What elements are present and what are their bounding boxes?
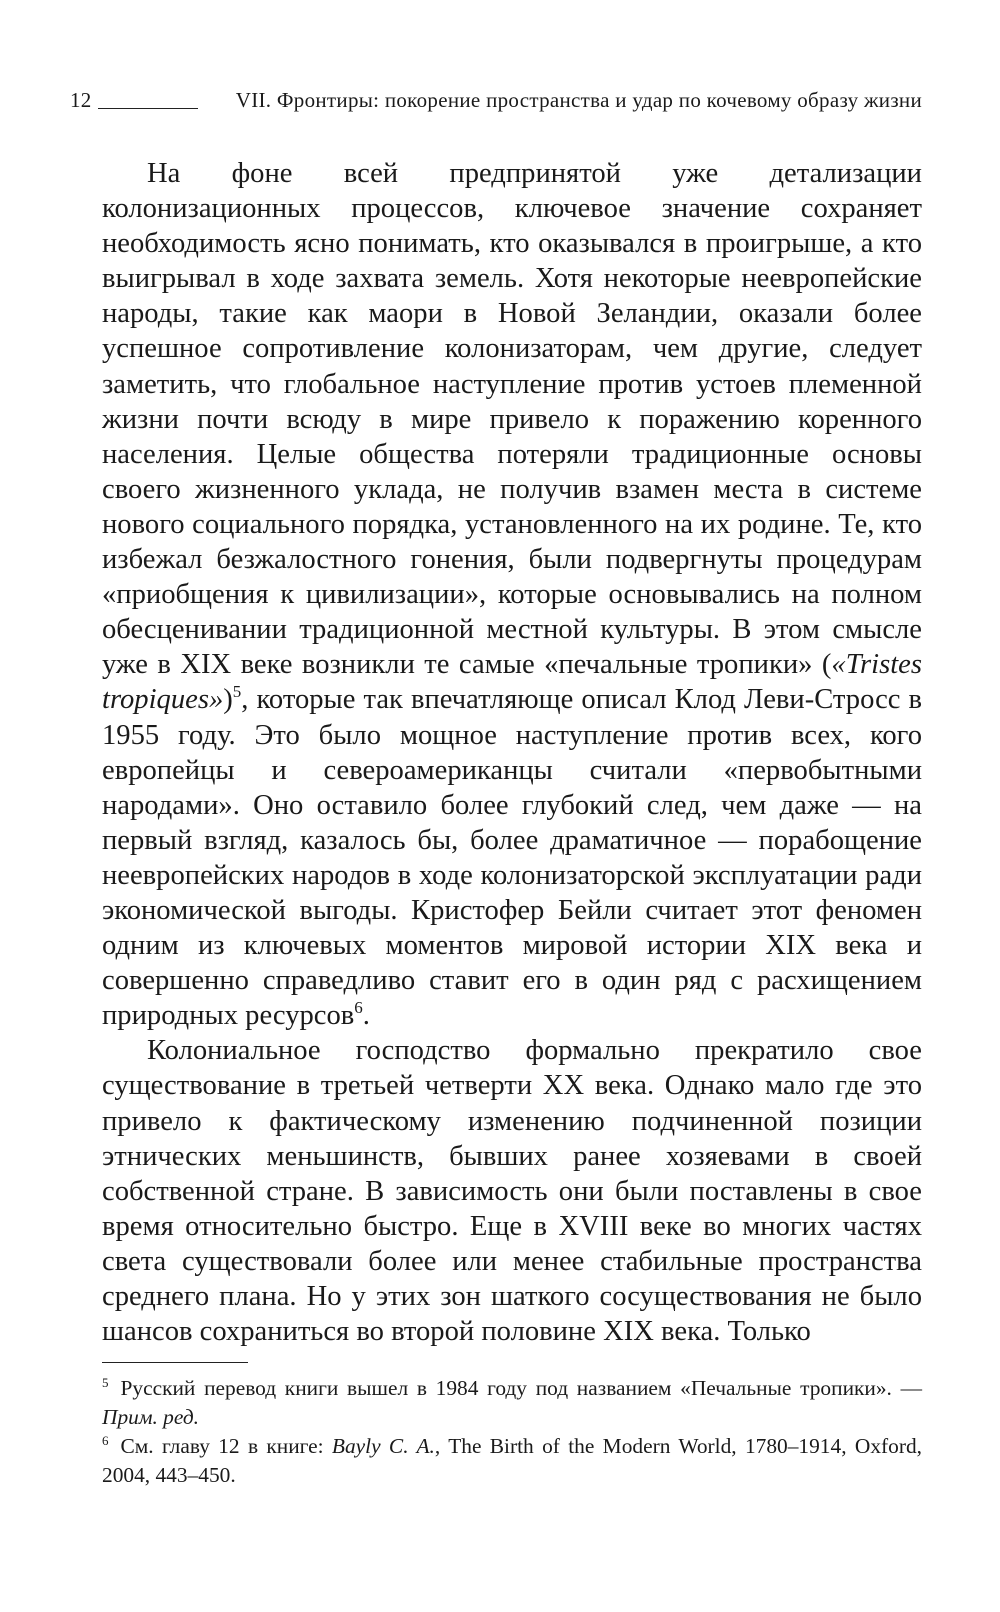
footnote-6-author: Bayly C. A. (331, 1434, 435, 1458)
paragraph-1-part-b: ) (223, 684, 233, 716)
page-number: 12 (70, 88, 92, 112)
footnote-5-italic: Прим. ред. (102, 1405, 200, 1429)
running-title: VII. Фронтиры: покорение пространства и удар по кочевому образу жизни (235, 88, 922, 112)
footnote-mark-5: 5 (102, 1375, 109, 1390)
footnote-ref-6[interactable]: 6 (354, 998, 363, 1018)
footnote-5-text: Русский перевод книги вышел в 1984 году под названием «Печальные тропики». — (120, 1376, 922, 1400)
paragraph-1-part-a: На фоне всей предпринятой уже детализации колонизационных процессов, ключевое значение сохраняет необходимость ясно понимать, кто оказывался в проигрыше, а кто выигрывал в ходе захвата земель. Хотя некоторые неевропейские народы, такие как маори в Новой Зеландии, оказали более успешное сопротивление колонизаторам, чем другие, следует заметить, что глобальное наступление против устоев племенной жизни почти всюду в мире привело к поражению коренного населения. Целые общества потеряли традиционные основы своего жизненного уклада, не получив взамен места в системе нового социального порядка, установленного на их родине. Те, кто избежал безжалостного гонения, были подвергнуты процедурам «приобщения к цивилизации», которые основывались на полном обесценивании традиционной местной культуры. В этом смысле уже в XIX веке возникли те самые «печальные тропики» ( (102, 158, 922, 681)
footnote-ref-5[interactable]: 5 (232, 682, 242, 702)
header-rule (98, 108, 198, 109)
paragraph-1-part-d: . (362, 1000, 370, 1032)
footnote-6-rest: , The Birth of the Modern World, 1780–1914, Oxford, 2004, 443–450. (102, 1434, 923, 1487)
footnote-6 (102, 1432, 922, 1490)
footnote-5 (102, 1374, 922, 1432)
running-header (70, 88, 922, 113)
footnotes (102, 1374, 922, 1490)
book-title-italic: «Tristes tropiques» (102, 649, 922, 716)
footnote-6-text: См. главу 12 в книге: (120, 1434, 332, 1458)
paragraph-1-part-c: , которые так впечатляюще описал Клод Леви-Стросс в 1955 году. Это было мощное наступление против всех, кого европейцы и североамериканцы считали «первобытными народами». Оно оставило более глубокий след, чем даже — на первый взгляд, казалось бы, более драматичное — порабощение неевропейских народов в ходе колонизаторской эксплуатации ради экономической выгоды. Кристофер Бейли считает этот феномен одним из ключевых моментов мировой истории XIX века и совершенно справедливо ставит его в один ряд с расхищением природных ресурсов (102, 684, 922, 1032)
paragraph-1 (102, 156, 922, 1033)
paragraph-2: Колониальное господство формально прекратило свое существование в третьей четверти XX века. Однако мало где это привело к фактическому изменению подчиненной позиции этнических меньшинств, бывших ранее хозяевами в своей собственной стране. В зависимость они были поставлены в свое время относительно быстро. Еще в XVIII веке во многих частях света существовали более или менее стабильные пространства среднего плана. Но у этих зон шаткого сосуществования не было шансов сохраниться во второй половине XIX века. Только (102, 1035, 922, 1348)
footnote-mark-6: 6 (102, 1433, 109, 1448)
main-text (102, 156, 922, 1349)
footnote-separator (102, 1362, 248, 1363)
